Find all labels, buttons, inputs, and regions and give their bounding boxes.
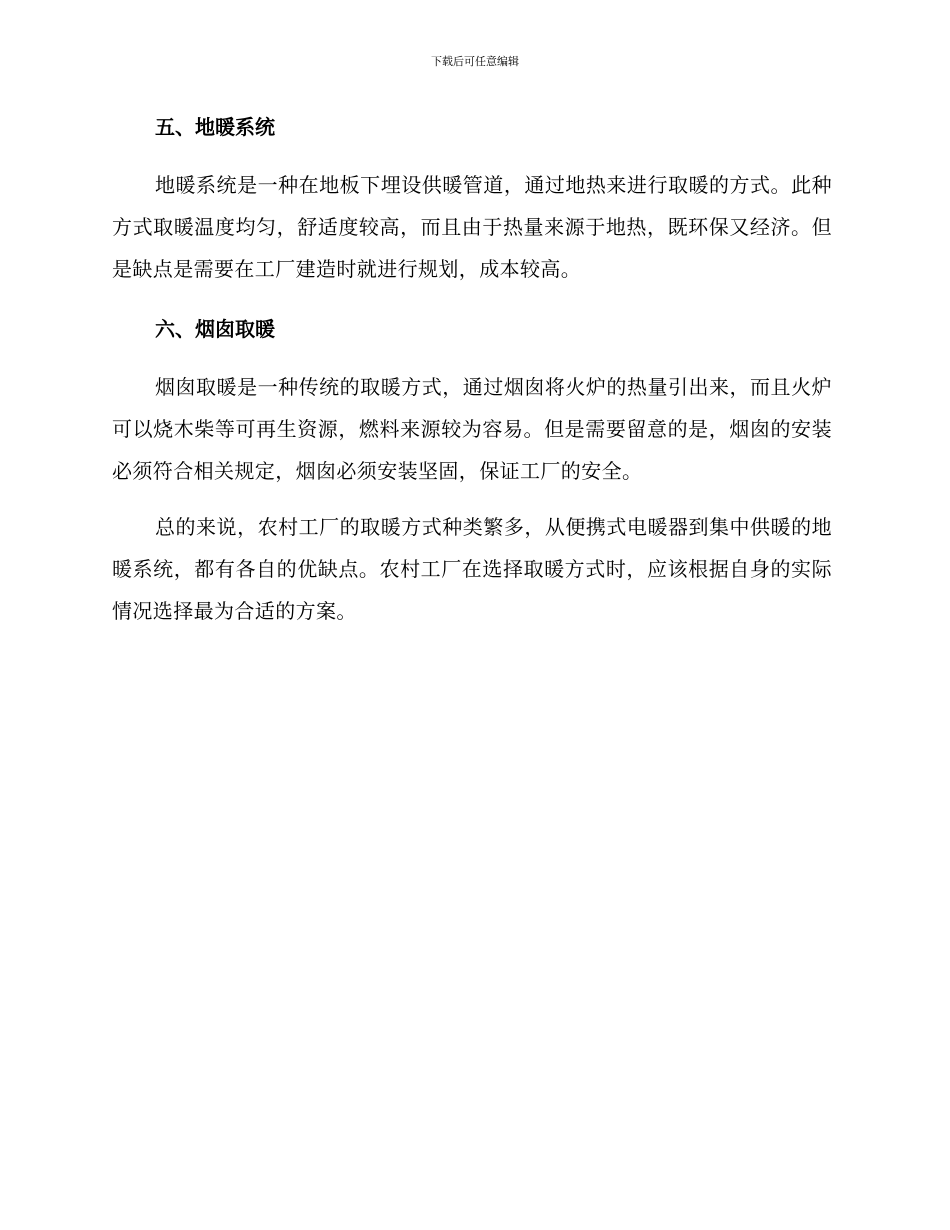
document-body	[112, 110, 832, 632]
section-heading-floor-heating: 五、地暖系统	[155, 115, 275, 139]
section-paragraph-floor-heating: 地暖系统是一种在地板下埋设供暖管道，通过地热来进行取暖的方式。此种方式取暖温度均匀，舒适度较高，而且由于热量来源于地热，既环保又经济。但是缺点是需要在工厂建造时就进行规划，成本较高。	[112, 173, 832, 281]
section-paragraph-chimney-heating: 烟囱取暖是一种传统的取暖方式，通过烟囱将火炉的热量引出来，而且火炉可以烧木柴等可再生资源，燃料来源较为容易。但是需要留意的是，烟囱的安装必须符合相关规定，烟囱必须安装坚固，保证工厂的安全。	[112, 375, 832, 483]
section-heading-chimney-heating: 六、烟囱取暖	[155, 317, 275, 341]
page-header: 下载后可任意编辑	[431, 55, 519, 68]
conclusion-paragraph: 总的来说，农村工厂的取暖方式种类繁多，从便携式电暖器到集中供暖的地暖系统，都有各自的优缺点。农村工厂在选择取暖方式时，应该根据自身的实际情况选择最为合适的方案。	[112, 515, 832, 623]
